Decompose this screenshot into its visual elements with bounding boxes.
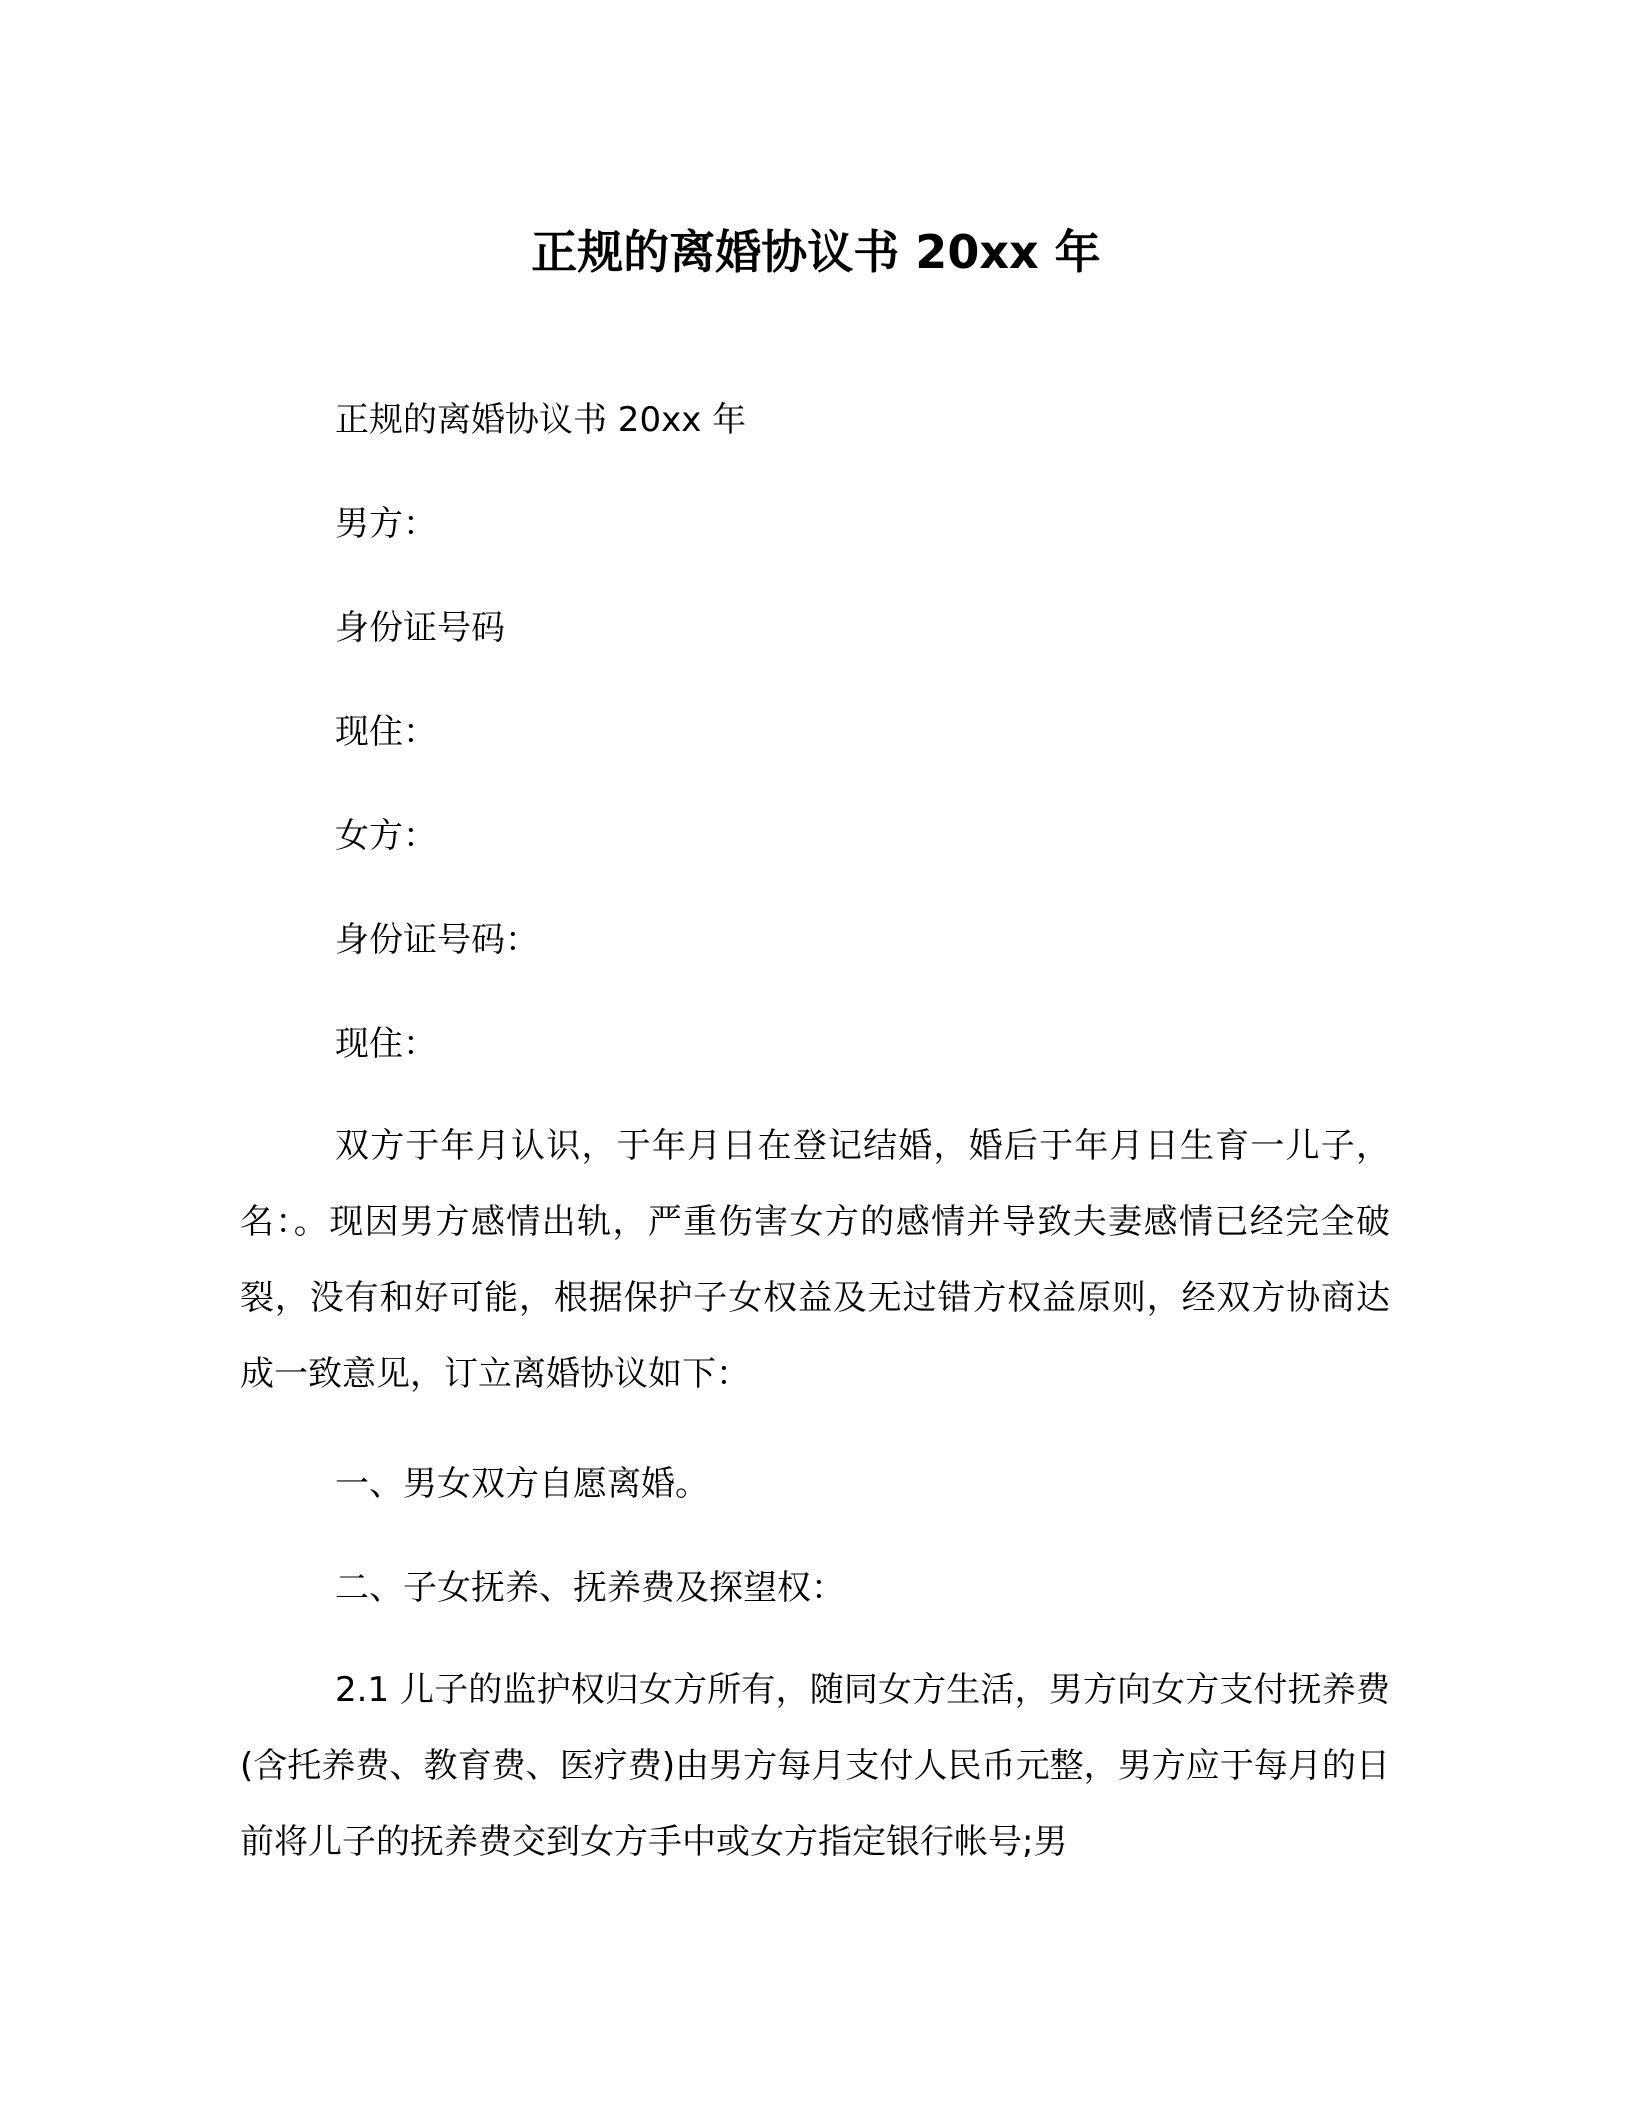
male-label: 男方：: [335, 504, 437, 544]
document-subtitle: 正规的离婚协议书 20xx 年: [335, 400, 747, 440]
document-title: 正规的离婚协议书 20xx 年: [531, 225, 1101, 279]
male-id-label: 身份证号码: [335, 608, 505, 648]
female-id-label: 身份证号码：: [335, 920, 539, 960]
clause-2: 二、子女抚养、抚养费及探望权：: [335, 1568, 845, 1608]
female-address-label: 现住：: [335, 1024, 437, 1064]
male-address-label: 现住：: [335, 712, 437, 752]
intro-paragraph: 双方于年月认识，于年月日在登记结婚，婚后于年月日生育一儿子，名：。现因男方感情出轨，严重伤害女方的感情并导致夫妻感情已经完全破裂，没有和好可能，根据保护子女权益及无过错方权益原则，经双方协商达成一致意见，订立离婚协议如下：: [240, 1126, 1390, 1394]
clause-1: 一、男女双方自愿离婚。: [335, 1464, 709, 1504]
clause-2-1-paragraph: 2.1 儿子的监护权归女方所有，随同女方生活，男方向女方支付抚养费(含托养费、教育费、医疗费)由男方每月支付人民币元整，男方应于每月的日前将儿子的抚养费交到女方手中或女方指定银行帐号;男: [240, 1670, 1390, 1862]
female-label: 女方：: [335, 816, 437, 856]
